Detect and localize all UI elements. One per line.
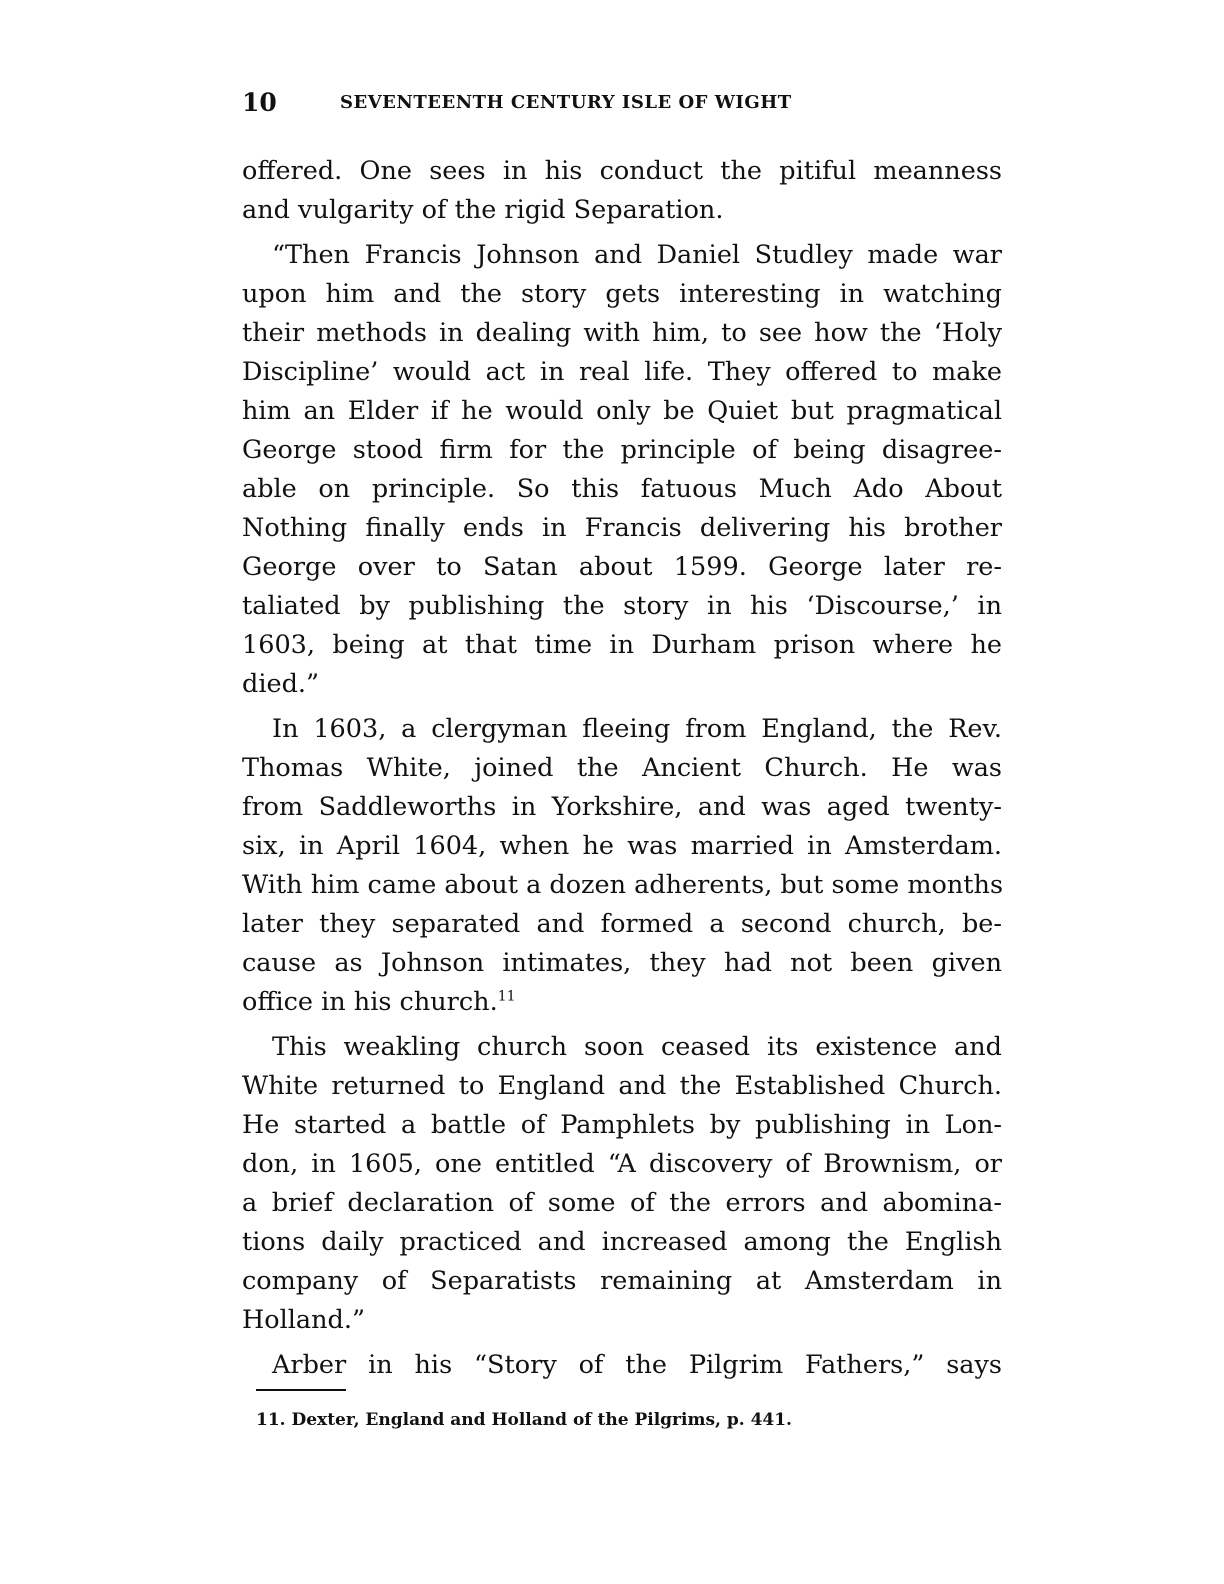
text-line: Holland.” xyxy=(242,1305,365,1335)
footnote-number: 11. xyxy=(256,1410,286,1430)
text-line: In 1603, a clergyman fleeing from England, the Rev. xyxy=(272,714,1002,744)
running-title: SEVENTEENTH CENTURY ISLE OF WIGHT xyxy=(340,92,792,113)
text-line: White returned to England and the Established Church. xyxy=(242,1071,1002,1101)
running-header xyxy=(240,88,1010,124)
text-line: him an Elder if he would only be Quiet but pragmatical xyxy=(242,396,1002,426)
text-line: With him came about a dozen adherents, but some months xyxy=(242,870,1004,900)
text-line: Thomas White, joined the Ancient Church. He was xyxy=(242,753,1002,783)
text-line: upon him and the story gets interesting in watching xyxy=(242,279,1002,309)
footnote-text: Dexter, England and Holland of the Pilgrims, p. 441. xyxy=(291,1410,792,1430)
text-line: “Then Francis Johnson and Daniel Studley made war xyxy=(272,240,1002,270)
paragraph xyxy=(242,152,1002,230)
text-line: a brief declaration of some of the errors and abomina- xyxy=(242,1188,1002,1218)
text-line: He started a battle of Pamphlets by publishing in Lon- xyxy=(242,1110,1002,1140)
text-line: taliated by publishing the story in his ‘Discourse,’ in xyxy=(242,591,1002,621)
text-line: This weakling church soon ceased its existence and xyxy=(272,1032,1002,1062)
paragraph xyxy=(242,1028,1002,1340)
paragraph xyxy=(242,1346,1002,1385)
text-line: able on principle. So this fatuous Much Ado About xyxy=(242,474,1002,504)
text-line: 1603, being at that time in Durham prison where he xyxy=(242,630,1002,660)
paragraph xyxy=(242,710,1002,1022)
text-line: Arber in his “Story of the Pilgrim Fathers,” says xyxy=(272,1350,1002,1380)
text-line: six, in April 1604, when he was married in Amsterdam. xyxy=(242,831,1002,861)
text-line: office in his church.$^{11}$ xyxy=(242,987,516,1017)
text-line: George over to Satan about 1599. George later re- xyxy=(242,552,1002,582)
text-line: and vulgarity of the rigid Separation. xyxy=(242,195,724,225)
page-number: 10 xyxy=(242,88,277,117)
text-line: tions daily practiced and increased among the English xyxy=(242,1227,1002,1257)
text-line: George stood firm for the principle of being disagree- xyxy=(242,435,1002,465)
text-line: from Saddleworths in Yorkshire, and was aged twenty- xyxy=(242,792,1002,822)
text-line: cause as Johnson intimates, they had not been given xyxy=(242,948,1002,978)
body-text xyxy=(242,152,1002,1385)
text-line: later they separated and formed a second church, be- xyxy=(242,909,1002,939)
text-line: company of Separatists remaining at Amsterdam in xyxy=(242,1266,1002,1296)
text-line: Discipline’ would act in real life. They offered to make xyxy=(242,357,1002,387)
footnote xyxy=(256,1410,792,1430)
text-line: Nothing finally ends in Francis delivering his brother xyxy=(242,513,1002,543)
text-line: their methods in dealing with him, to see how the ‘Holy xyxy=(242,318,1002,348)
footnote-divider xyxy=(256,1389,346,1391)
text-line: don, in 1605, one entitled “A discovery of Brownism, or xyxy=(242,1149,1002,1179)
footnote-reference: 11 xyxy=(497,988,516,1005)
text-line: died.” xyxy=(242,669,320,699)
paragraph xyxy=(242,236,1002,704)
text-line: offered. One sees in his conduct the pitiful meanness xyxy=(242,156,1002,186)
